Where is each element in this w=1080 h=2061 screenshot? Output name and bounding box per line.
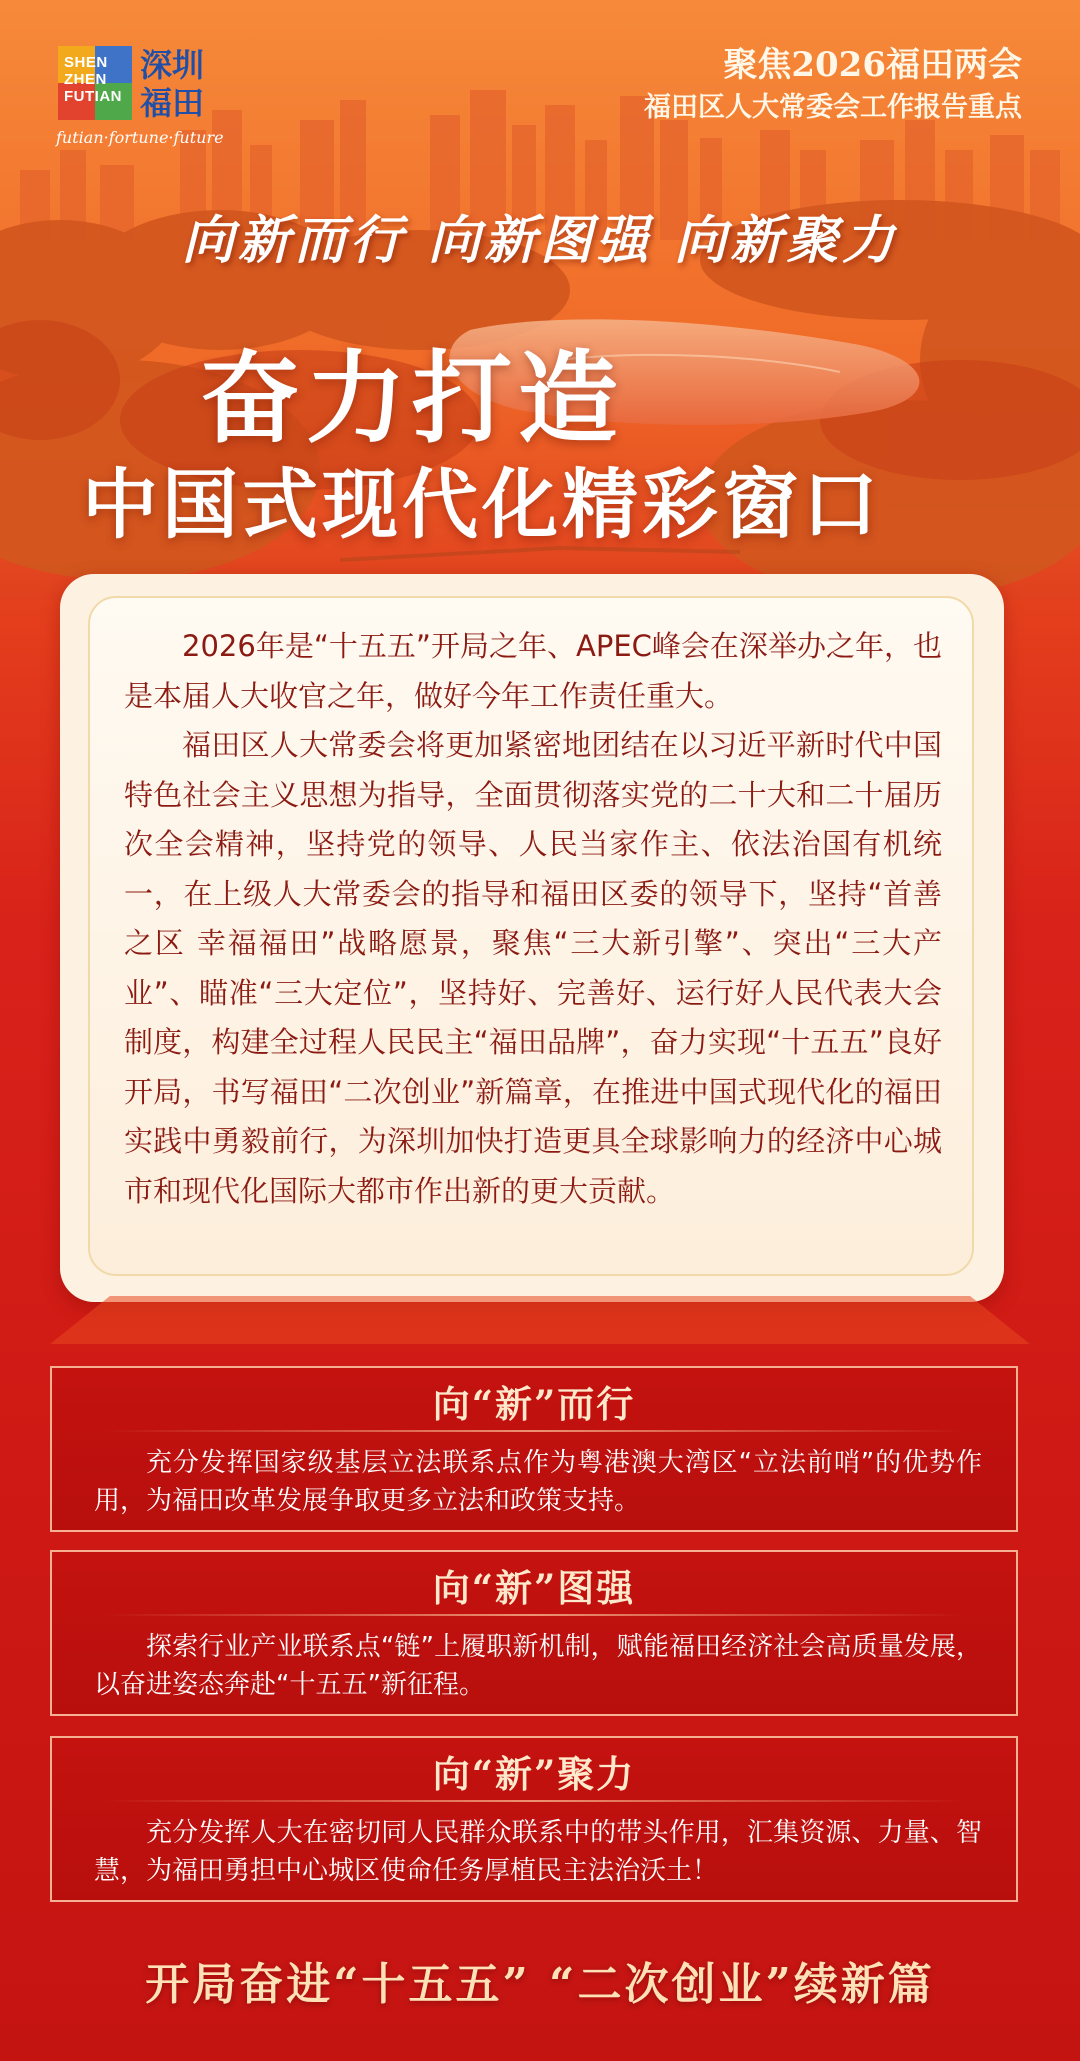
logo-en-line3: FUTIAN (64, 88, 122, 105)
main-subheadline: 中国式现代化精彩窗口 (82, 460, 882, 549)
section-body: 充分发挥国家级基层立法联系点作为粤港澳大湾区“立法前哨”的优势作用，为福田改革发展争取更多立法和政策支持。 (94, 1448, 982, 1516)
main-headline: 奋力打造 (200, 340, 624, 457)
intro-paragraph-1: 2026年是“十五五”开局之年、APEC峰会在深举办之年，也是本届人大收官之年，做好今年工作责任重大。 (124, 629, 942, 713)
logo-en-line2: ZHEN (64, 71, 107, 88)
section-body: 充分发挥人大在密切同人民群众联系中的带头作用，汇集资源、力量、智慧，为福田勇担中心城区使命任务厚植民主法治沃土！ (94, 1818, 982, 1886)
intro-card-inner (88, 596, 974, 1276)
intro-text (124, 622, 942, 1216)
calligraphy-slogan: 向新而行 向新图强 向新聚力 (181, 210, 899, 271)
section-new-gather (50, 1736, 1018, 1902)
logo-en-line1: SHEN (64, 54, 108, 71)
logo-mark-icon (58, 46, 132, 120)
intro-card (60, 574, 1004, 1302)
section-title: 向“新”聚力 (432, 1752, 636, 1796)
intro-paragraph-2: 福田区人大常委会将更加紧密地团结在以习近平新时代中国特色社会主义思想为指导，全面贯彻落实党的二十大和二十届历次全会精神，坚持党的领导、人民当家作主、依法治国有机统一，在上级人大常委会的指导和福田区委的领导下，坚持“首善之区 幸福福田”战略愿景，聚焦“三大新引擎”、突出“三大产业”、瞄准“三大定位”，坚持好、完善好、运行好人民代表大会制度，构建全过程人民民主“福田品牌”，奋力实现“十五五”良好开局，书写福田“二次创业”新篇章，在推进中国式现代化的福田实践中勇毅前行，为深圳加快打造更具全球影响力的经济中心城市和现代化国际大都市作出新的更大贡献。 (124, 728, 942, 1208)
event-heading (644, 42, 1022, 128)
section-divider (102, 1800, 966, 1802)
event-title: 聚焦2026福田两会 (723, 45, 1022, 85)
section-title: 向“新”图强 (432, 1566, 636, 1610)
section-new-strength (50, 1550, 1018, 1716)
section-new-forward (50, 1366, 1018, 1532)
logo-slogan: futian·fortune·future (56, 128, 224, 147)
logo-chinese-name: 深圳福田 (140, 46, 205, 122)
section-title: 向“新”而行 (432, 1382, 636, 1426)
event-subtitle: 福田区人大常委会工作报告重点 (644, 92, 1022, 123)
footer-slogan: 开局奋进“十五五” “二次创业”续新篇 (145, 1959, 935, 2010)
section-divider (102, 1430, 966, 1432)
section-body: 探索行业产业联系点“链”上履职新机制，赋能福田经济社会高质量发展，以奋进姿态奔赴“十五五”新征程。 (94, 1632, 982, 1700)
decorative-fan-shape (50, 1296, 1030, 1366)
section-divider (102, 1614, 966, 1616)
shenzhen-futian-logo (58, 46, 228, 156)
